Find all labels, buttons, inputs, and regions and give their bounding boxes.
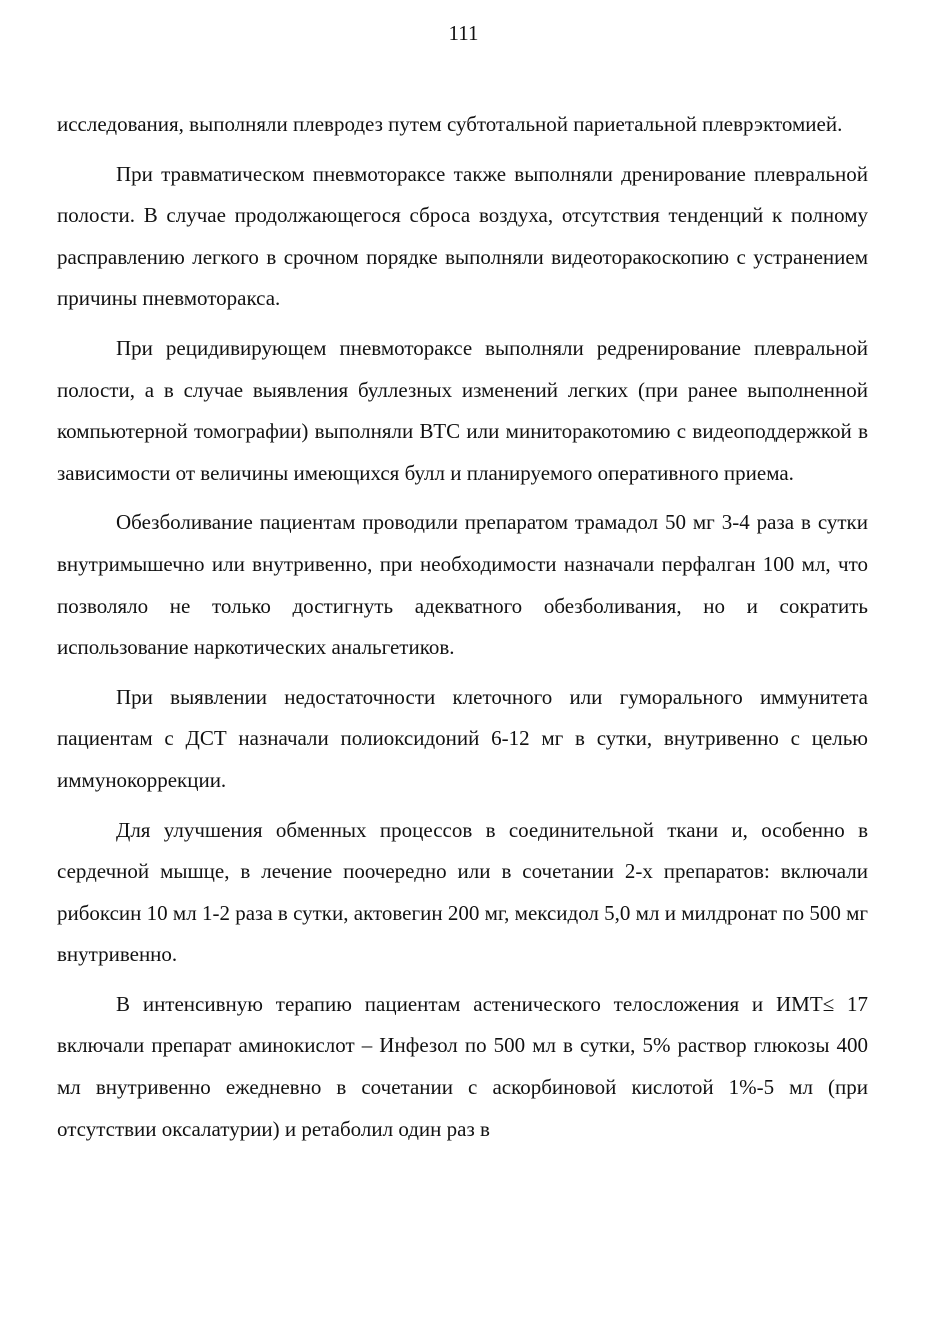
paragraph-continuation: исследования, выполняли плевродез путем субтотальной париетальной плеврэктомией.	[57, 112, 843, 136]
paragraph-metabolic-therapy: Для улучшения обменных процессов в соединительной ткани и, особенно в сердечной мышце, в лечение поочередно или в сочетании 2-х препаратов: включали рибоксин 10 мл 1-2 раза в сутки, актовегин 200 мг, мексидол 5,0 мл и милдронат по 500 мг внутривенно.	[57, 817, 868, 967]
page-number: 111	[448, 21, 479, 45]
paragraph-intensive-therapy: В интенсивную терапию пациентам астенического телосложения и ИМТ≤ 17 включали препарат аминокислот – Инфезол по 500 мл в сутки, 5% раствор глюкозы 400 мл внутривенно ежедневно в сочетании с аскорбиновой кислотой 1%-5 мл (при отсутствии оксалатурии) и ретаболил один раз в	[57, 991, 868, 1141]
paragraph-analgesia: Обезболивание пациентам проводили препаратом трамадол 50 мг 3-4 раза в сутки внутримышечно или внутривенно, при необходимости назначали перфалган 100 мл, что позволяло не только достигнуть адекватного обезболивания, но и сократить использование наркотических анальгетиков.	[57, 510, 868, 660]
paragraph-recurrent-pneumothorax: При рецидивирующем пневмотораксе выполняли редренирование плевральной полости, а в случае выявления буллезных изменений легких (при ранее выполненной компьютерной томографии) выполняли ВТС или миниторакотомию с видеоподдержкой в зависимости от величины имеющихся булл и планируемого оперативного приема.	[57, 335, 868, 485]
paragraph-immunocorrection: При выявлении недостаточности клеточного или гуморального иммунитета пациентам с ДСТ назначали полиоксидоний 6-12 мг в сутки, внутривенно с целью иммунокоррекции.	[57, 684, 868, 792]
paragraph-traumatic-pneumothorax: При травматическом пневмотораксе также выполняли дренирование плевральной полости. В случае продолжающегося сброса воздуха, отсутствия тенденций к полному расправлению легкого в срочном порядке выполняли видеоторакоскопию с устранением причины пневмоторакса.	[57, 161, 868, 311]
body-text	[57, 104, 868, 1158]
